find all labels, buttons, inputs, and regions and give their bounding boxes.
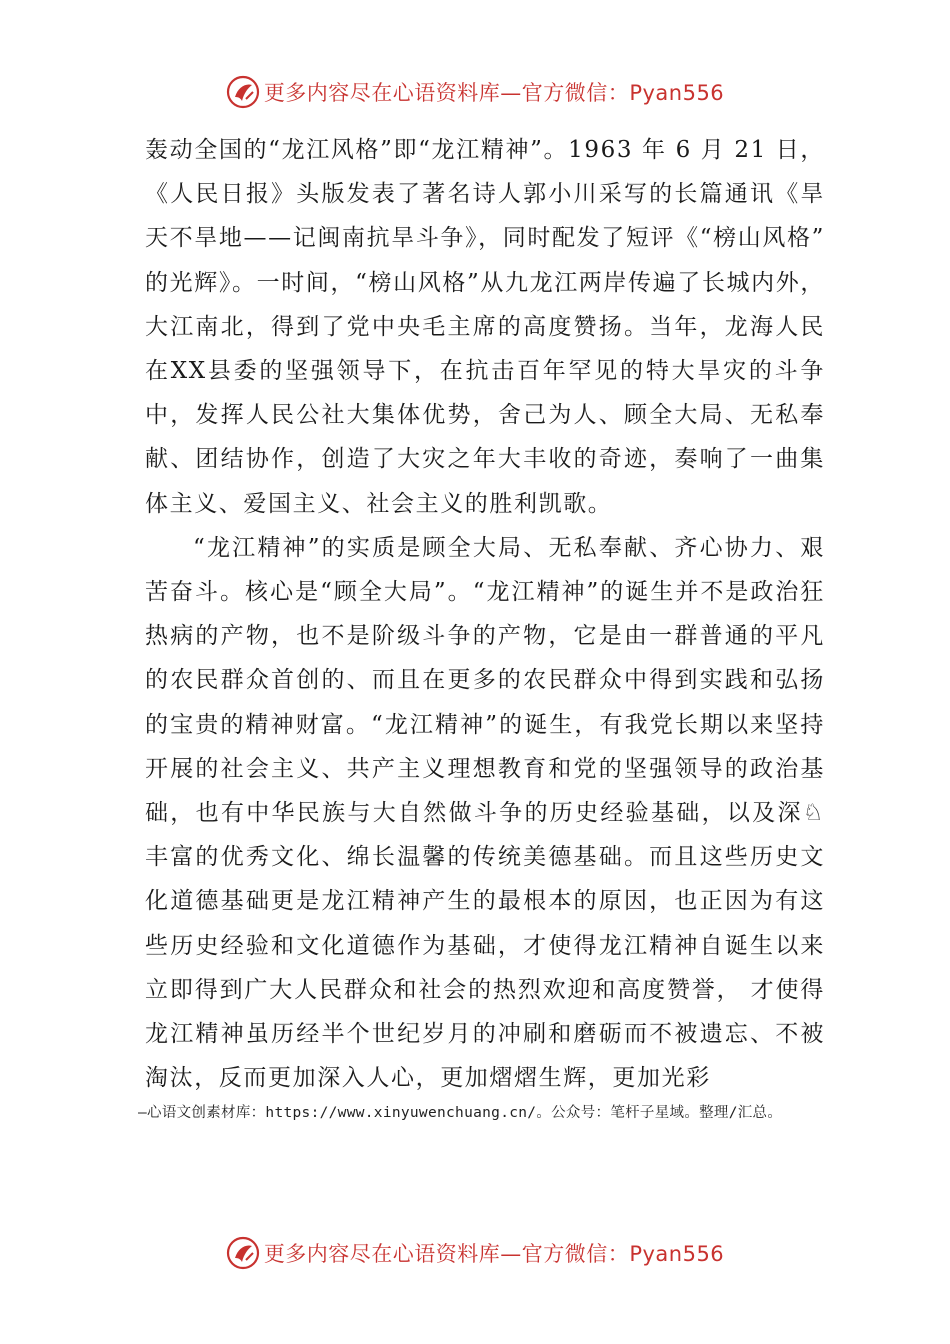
wechat-id: Pyan556 <box>629 81 725 105</box>
wechat-id: Pyan556 <box>629 1242 725 1266</box>
source-note: —心语文创素材库：https://www.xinyuwenchuang.cn/。公众号：笔杆子星域。整理/汇总。 <box>138 1105 783 1121</box>
document-body <box>145 128 825 1100</box>
header-banner <box>0 72 950 112</box>
footer-banner <box>0 1233 950 1273</box>
paragraph-1: 轰动全国的“龙江风格”即“龙江精神”。1963 年 6 月 21 日，《人民日报》头版发表了著名诗人郭小川采写的长篇通讯《旱天不旱地——记闽南抗旱斗争》，同时配发了短评《“榜山风格” 的光辉》。一时间，“榜山风格”从九龙江两岸传遍了长城内外，大江南北，得到了党中央毛主席的高度赞扬。当年，龙海人民在XX县委的坚强领导下，在抗击百年罕见的特大旱灾的斗争中，发挥人民公社大集体优势，舍己为人、顾全大局、无私奉献、团结协作，创造了大灾之年大丰收的奇迹，奏响了一曲集体主义、爱国主义、社会主义的胜利凯歌。 <box>145 137 825 517</box>
logo-icon <box>226 1236 260 1270</box>
paragraph-2: “龙江精神”的实质是顾全大局、无私奉献、齐心协力、艰苦奋斗。核心是“顾全大局”。“龙江精神”的诞生并不是政治狂热病的产物，也不是阶级斗争的产物，它是由一群普通的平凡的农民群众首创的、而且在更多的农民群众中得到实践和弘扬的宝贵的精神财富。“龙江精神”的诞生，有我党长期以来坚持开展的社会主义、共产主义理想教育和党的坚强领导的政治基础，也有中华民族与大自然做斗争的历史经验基础，以及深♘丰富的优秀文化、绵长温馨的传统美德基础。而且这些历史文化道德基础更是龙江精神产生的最根本的原因，也正因为有这些历史经验和文化道德作为基础，才使得龙江精神自诞生以来立即得到广大人民群众和社会的热烈欢迎和高度赞誉， 才使得龙江精神虽历经半个世纪岁月的冲刷和磨砺而不被遗忘、不被淘汰，反而更加深入人心，更加熠熠生辉，更加光彩 <box>145 534 825 1092</box>
header-banner-text: 更多内容尽在心语资料库—官方微信：Pyan556 <box>263 81 725 105</box>
footer-banner-text: 更多内容尽在心语资料库—官方微信：Pyan556 <box>263 1242 725 1266</box>
logo-icon <box>226 75 260 109</box>
